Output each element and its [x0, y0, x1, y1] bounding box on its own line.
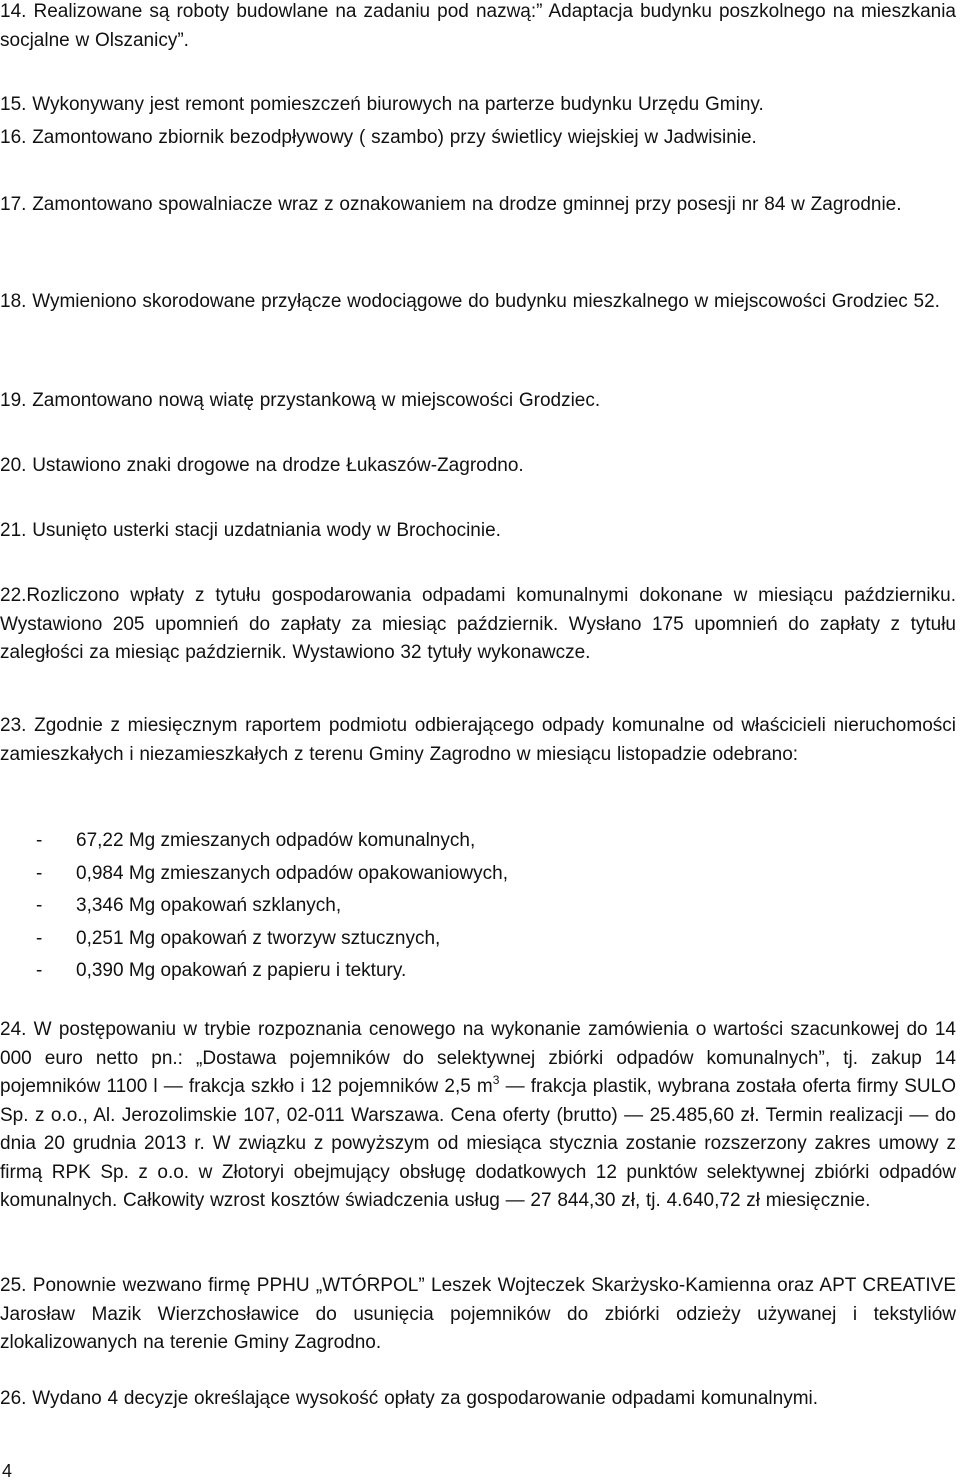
waste-list: [0, 825, 900, 988]
item-26: 26. Wydano 4 decyzje określające wysokość opłaty za gospodarowanie odpadami komunalnymi.: [0, 1388, 819, 1409]
item-20: 20. Ustawiono znaki drogowe na drodze Łukaszów-Zagrodno.: [0, 455, 524, 476]
item-15: 15. Wykonywany jest remont pomieszczeń biurowych na parterze budynku Urzędu Gminy.: [0, 94, 764, 115]
list-item: - 0,390 Mg opakowań z papieru i tektury.: [36, 960, 407, 981]
item-25: 25. Ponownie wezwano firmę PPHU „WTÓRPOL” Leszek Wojteczek Skarżysko-Kamienna oraz APT CREATIVE Jarosław Mazik Wierzchosławice do usunięcia pojemników do zbiórki odzieży używanej i tekstyliów zlokalizowanych na terenie Gminy Zagrodno.: [0, 1275, 956, 1353]
item-23: 23. Zgodnie z miesięcznym raportem podmiotu odbierającego odpady komunalne od właścicieli nieruchomości zamieszkałych i niezamieszkałych z terenu Gminy Zagrodno w miesiącu listopadzie odebrano:: [0, 715, 956, 765]
item-19: 19. Zamontowano nową wiatę przystankową w miejscowości Grodziec.: [0, 390, 601, 411]
list-item: - 0,984 Mg zmieszanych odpadów opakowaniowych,: [36, 862, 508, 884]
item-21: 21. Usunięto usterki stacji uzdatniania wody w Brochocinie.: [0, 520, 501, 541]
item-18: 18. Wymieniono skorodowane przyłącze wodociągowe do budynku mieszkalnego w miejscowości Grodziec 52.: [0, 291, 940, 312]
list-item: - 0,251 Mg opakowań z tworzyw sztucznych,: [36, 927, 441, 949]
list-item: - 67,22 Mg zmieszanych odpadów komunalnych,: [36, 830, 476, 851]
item-24: 24. W postępowaniu w trybie rozpoznania cenowego na wykonanie zamówienia o wartości szacunkowej do 14 000 euro netto pn.: „Dostawa pojemników do selektywnej zbiórki odpadów komunalnych”, tj. zakup 14 pojemników 1100 l — frakcja szkło i 12 pojemników 2,5 $m^3$ — frakcja plastik, wybrana została oferta firmy SULO Sp. z o.o., Al. Jerozolimskie 107, 02-011 Warszawa. Cena oferty (brutto) — 25.485,60 zł. Termin realizacji — do dnia 20 grudnia 2013 r. W związku z powyższym od miesiąca stycznia zostanie rozszerzony zakres umowy z firmą RPK Sp. z o.o. w Złotoryi obejmujący obsługę dodatkowych 12 punktów selektywnej zbiórki odpadów komunalnych. Całkowity wzrost kosztów świadczenia usług — 27 844,30 zł, tj. 4.640,72 zł miesięcznie.: [0, 1019, 956, 1211]
page-number: 4: [2, 1461, 13, 1481]
item-16: 16. Zamontowano zbiornik bezodpływowy ( szambo) przy świetlicy wiejskiej w Jadwisinie.: [0, 127, 757, 148]
item-17: 17. Zamontowano spowalniacze wraz z oznakowaniem na drodze gminnej przy posesji nr 84 w Zagrodnie.: [0, 194, 902, 215]
list-item: - 3,346 Mg opakowań szklanych,: [36, 895, 342, 916]
item-14: 14. Realizowane są roboty budowlane na zadaniu pod nazwą:” Adaptacja budynku poszkolnego na mieszkania socjalne w Olszanicy”.: [0, 1, 956, 51]
item-22: 22.Rozliczono wpłaty z tytułu gospodarowania odpadami komunalnymi dokonane w miesiącu październiku. Wystawiono 205 upomnień do zapłaty za miesiąc październik. Wysłano 175 upomnień do zapłaty z tytułu zaległości za miesiąc październik. Wystawiono 32 tytuły wykonawcze.: [0, 585, 956, 663]
